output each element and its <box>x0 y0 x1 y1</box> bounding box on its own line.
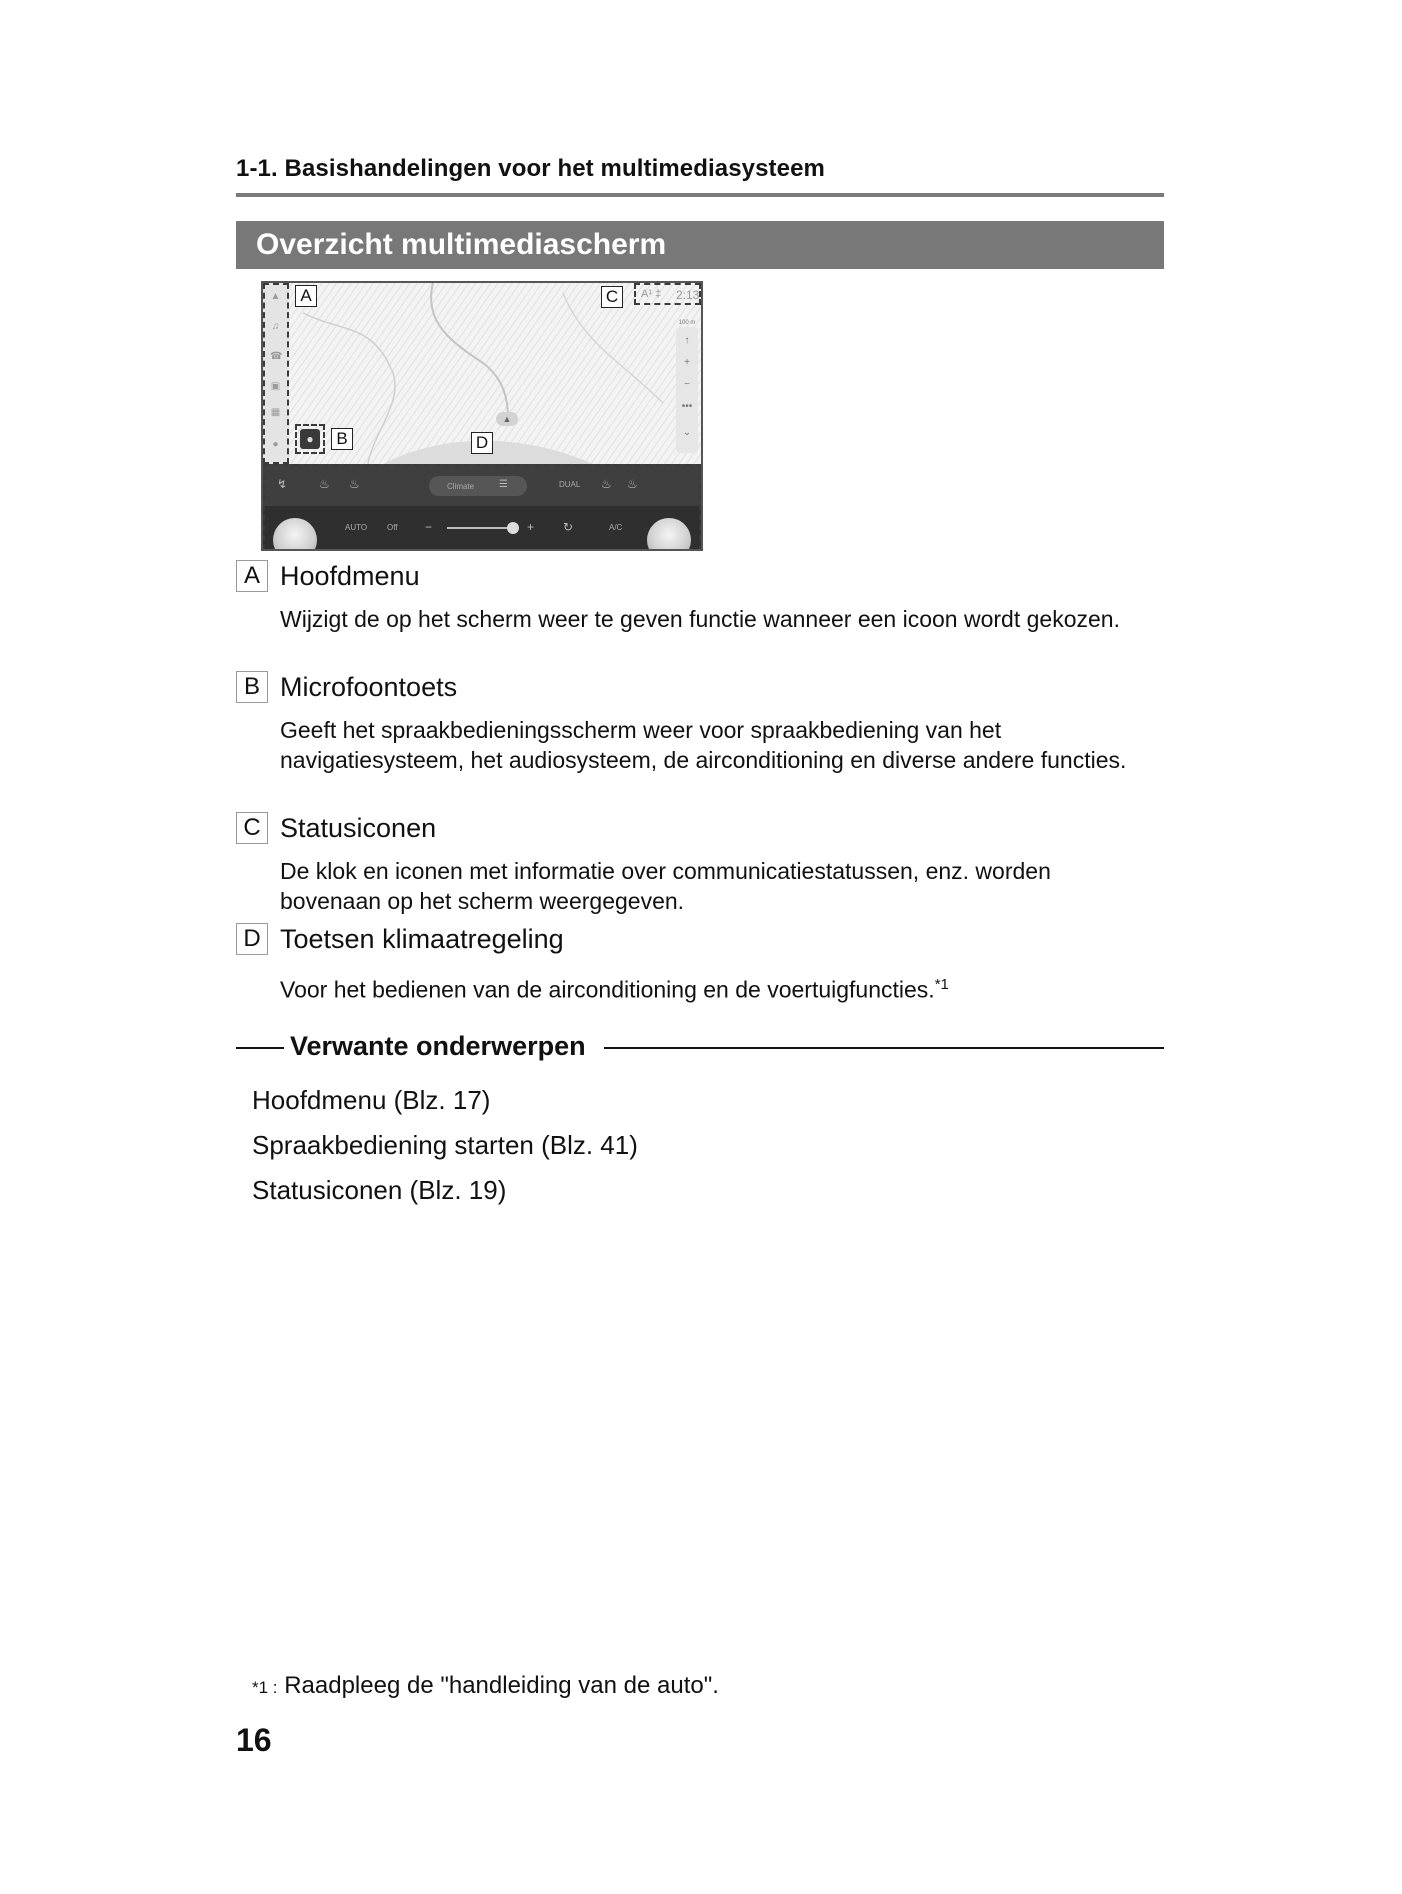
recirculation-icon[interactable]: ↻ <box>563 520 574 534</box>
section-title-bar <box>236 221 1164 269</box>
vehicle-position-icon: ▲ <box>496 412 518 426</box>
off-button[interactable]: Off <box>387 523 398 532</box>
legend-title-b: Microfoontoets <box>280 672 458 702</box>
legend-description-c: De klok en iconen met informatie over communicatiestatussen, enz. worden bovenaan op het scherm weergegeven. <box>280 858 1051 914</box>
auto-button[interactable]: AUTO <box>345 523 368 532</box>
map-scale-label: 100 m <box>678 320 696 326</box>
legend-title-c: Statusiconen <box>280 813 437 843</box>
footnote-mark: *1 : <box>252 1678 278 1697</box>
related-topics-title: Verwante onderwerpen <box>290 1031 586 1061</box>
related-link-main-menu[interactable]: Hoofdmenu (Blz. 17) <box>252 1085 491 1115</box>
callout-region-c <box>634 283 701 305</box>
chevron-down-icon[interactable]: ⌄ <box>682 427 692 438</box>
airflow-icon[interactable]: ↯ <box>277 477 288 491</box>
zoom-out-icon[interactable]: − <box>684 379 690 390</box>
apps-icon[interactable]: ▦ <box>270 407 281 418</box>
map-zoom-controls <box>676 320 698 453</box>
callout-region-a <box>263 283 289 464</box>
car-icon[interactable]: ▣ <box>270 381 281 392</box>
phone-icon[interactable]: ☎ <box>270 351 283 362</box>
callout-region-b <box>295 424 325 454</box>
music-icon[interactable]: ♫ <box>271 321 280 332</box>
callout-label-c: C <box>601 286 623 308</box>
callout-region-d <box>263 464 701 551</box>
navigation-icon[interactable]: ▲ <box>270 291 281 302</box>
seat-heater-right-icon[interactable]: ♨ <box>627 477 638 491</box>
fan-increase-icon[interactable]: + <box>527 520 535 534</box>
related-rule-left <box>236 1047 284 1049</box>
settings-icon[interactable]: ● <box>272 439 279 450</box>
clock: 2:13 <box>676 288 700 302</box>
footnote-text: Raadpleeg de "handleiding van de auto". <box>284 1672 719 1699</box>
status-icons: A¹ ‡ <box>641 288 662 300</box>
legend-tag-c: C <box>236 812 268 844</box>
ac-button[interactable]: A/C <box>609 523 623 532</box>
callout-label-b: B <box>331 428 353 450</box>
seat-heater-left-icon[interactable]: ♨ <box>319 477 330 491</box>
legend-title-d: Toetsen klimaatregeling <box>280 924 564 954</box>
climate-tab-label: Climate <box>447 482 475 491</box>
north-arrow-icon[interactable]: ↑ <box>684 335 690 346</box>
legend-description-d <box>280 970 1140 1005</box>
zoom-in-icon[interactable]: + <box>684 357 690 368</box>
legend-description-b: Geeft het spraakbedieningsscherm weer voor spraakbediening van het navigatiesysteem, het audiosysteem, de airconditioning en diverse andere functies. <box>280 717 1127 773</box>
related-rule-right <box>604 1047 1164 1049</box>
microphone-icon: ● <box>306 432 314 446</box>
more-icon[interactable]: ••• <box>681 401 693 412</box>
footnote <box>252 1672 719 1700</box>
seat-vent-right-icon[interactable]: ♨ <box>601 477 612 491</box>
related-link-voice-control[interactable]: Spraakbediening starten (Blz. 41) <box>252 1130 638 1160</box>
legend-description-d-text: Voor het bedienen van de airconditioning en de voertuigfuncties. <box>280 976 935 1003</box>
legend-tag-d: D <box>236 923 268 955</box>
legend-tag-a: A <box>236 560 268 592</box>
related-link-status-icons[interactable]: Statusiconen (Blz. 19) <box>252 1175 507 1205</box>
legend-description-a: Wijzigt de op het scherm weer te geven functie wanneer een icoon wordt gekozen. <box>280 606 1120 632</box>
menu-icon: ☰ <box>499 479 508 490</box>
section-title: Overzicht multimediascherm <box>256 228 667 261</box>
legend-title-a: Hoofdmenu <box>280 561 420 591</box>
page-number: 16 <box>236 1722 272 1758</box>
multimedia-screen-illustration <box>261 281 703 551</box>
chapter-heading: 1-1. Basishandelingen voor het multimediasysteem <box>236 155 825 182</box>
seat-vent-left-icon[interactable]: ♨ <box>349 477 360 491</box>
callout-label-a: A <box>295 285 317 307</box>
chapter-divider <box>236 193 1164 197</box>
fan-decrease-icon[interactable]: − <box>425 520 433 534</box>
legend-tag-b: B <box>236 671 268 703</box>
dual-button[interactable]: DUAL <box>559 480 581 489</box>
footnote-reference: *1 <box>934 976 949 993</box>
callout-label-d: D <box>471 432 493 454</box>
